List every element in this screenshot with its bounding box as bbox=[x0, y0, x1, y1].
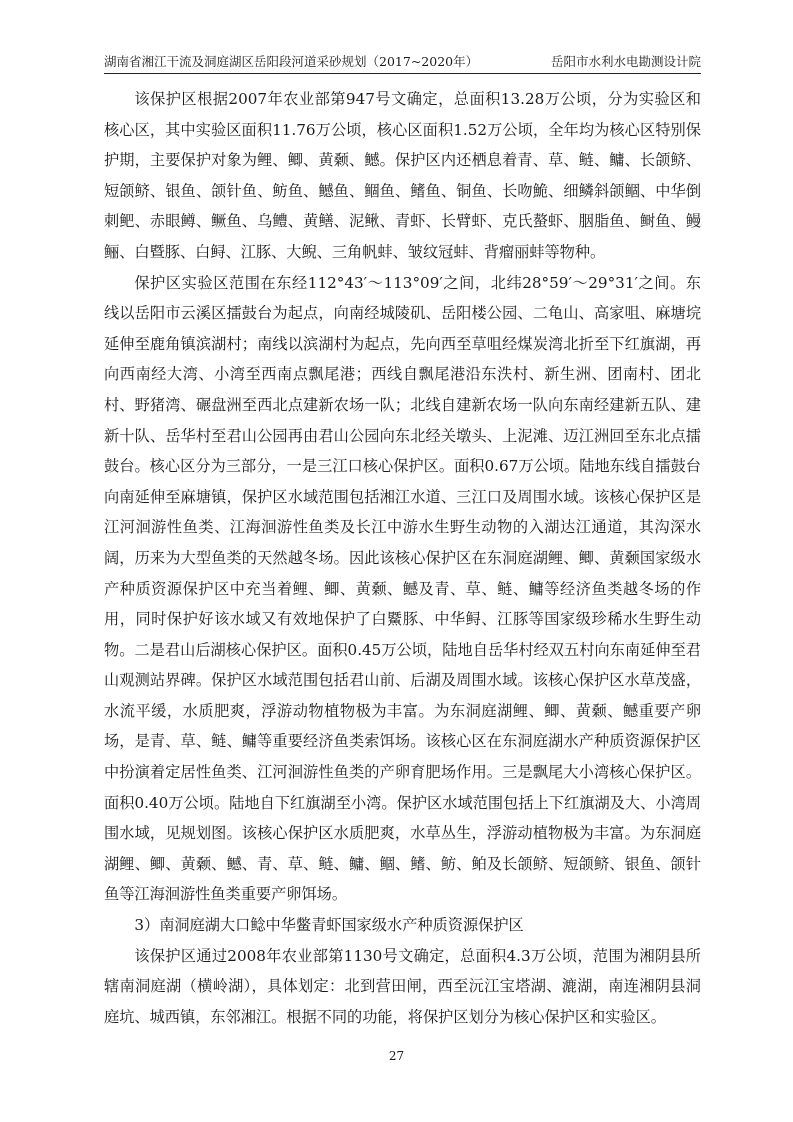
header-report-title: 湖南省湘江干流及洞庭湖区岳阳段河道采砂规划（2017~2020年） bbox=[104, 54, 479, 69]
page-number: 27 bbox=[388, 1049, 405, 1063]
paragraph-experimental-and-core-zones: 保护区实验区范围在东经112°43′～113°09′之间，北纬28°59′～29°31′之间。东线以岳阳市云溪区擂鼓台为起点，向南经城陵矶、岳阳楼公园、二龟山、高家咀、麻塘垸延伸至鹿角镇滨湖村；南线以滨湖村为起点，先向西至草咀经煤炭湾北折至下红旗湖，再向西南经大湾、小湾至西南点飘尾港；西线自飘尾港沿东泆村、新生洲、团南村、团北村、野猪湾、碾盘洲至西北点建新农场一队；北线自建新农场一队向东南经建新五队、建新十队、岳华村至君山公园再由君山公园向东北经关墩头、上泥滩、迈江洲回至东北点擂鼓台。核心区分为三部分，一是三江口核心保护区。面积0.67万公顷。陆地东线自擂鼓台向南延伸至麻塘镇，保护区水域范围包括湘江水道、三江口及周围水域。该核心保护区是江河洄游性鱼类、江海洄游性鱼类及长江中游水生野生动物的入湖达江通道，其沟深水阔，历来为大型鱼类的天然越冬场。因此该核心保护区在东洞庭湖鲤、鲫、黄颡国家级水产种质资源保护区中充当着鲤、鲫、黄颡、鳡及青、草、鲢、鳙等经济鱼类越冬场的作用，同时保护好该水域又有效地保护了白鱀豚、中华鲟、江豚等国家级珍稀水生野生动物。二是君山后湖核心保护区。面积0.45万公顷，陆地自岳华村经双五村向东南延伸至君山观测站界碑。保护区水域范围包括君山前、后湖及周围水域。该核心保护区水草茂盛，水流平缓，水质肥爽，浮游动物植物极为丰富。为东洞庭湖鲤、鲫、黄颡、鳡重要产卵场，是青、草、鲢、鳙等重要经济鱼类索饵场。该核心区在东洞庭湖水产种质资源保护区中扮演着定居性鱼类、江河洄游性鱼类的产卵育肥场作用。三是飘尾大小湾核心保护区。面积0.40万公顷。陆地自下红旗湖至小湾。保护区水域范围包括上下红旗湖及大、小湾周围水域，见规划图。该核心保护区水质肥爽，水草丛生，浮游动植物极为丰富。为东洞庭湖鲤、鲫、黄颡、鳡、青、草、鲢、鳙、鲴、鳍、鲂、鲌及长颌鲚、短颌鲚、银鱼、颌针鱼等江海洄游性鱼类重要产卵饵场。 bbox=[104, 273, 701, 904]
paragraph-protected-area-overview: 该保护区根据2007年农业部第947号文确定，总面积13.28万公顷，分为实验区和核心区，其中实验区面积11.76万公顷，核心区面积1.52万公顷，全年均为核心区特别保护期，主要保护对象为鲤、鲫、黄颡、鳡。保护区内还栖息着青、草、鲢、鳙、长颌鲚、短颌鲚、银鱼、颌针鱼、鲂鱼、鳡鱼、鲴鱼、鳍鱼、铜鱼、长吻鮠、细鳞斜颌鲴、中华倒刺鲃、赤眼鳟、鳜鱼、乌鳢、黄鳝、泥鳅、青虾、长臂虾、克氏螯虾、胭脂鱼、鲥鱼、鳗鲡、白暨豚、白鲟、江豚、大鲵、三角帆蚌、皱纹冠蚌、背瘤丽蚌等物种。 bbox=[104, 90, 701, 261]
paragraph-south-dongting-reserve: 该保护区通过2008年农业部第1130号文确定，总面积4.3万公顷，范围为湘阴县所辖南洞庭湖（横岭湖），具体划定：北到营田闸，西至沅江宝塔湖、漉湖，南连湘阴县洞庭坑、城西镇，东邻湘江。根据不同的功能，将保护区划分为核心保护区和实验区。 bbox=[104, 946, 701, 1026]
document-body bbox=[104, 84, 701, 1032]
header-institute: 岳阳市水利水电勘测设计院 bbox=[550, 54, 701, 69]
header-rule bbox=[104, 73, 701, 74]
section-heading-south-dongting: 3）南洞庭湖大口鲶中华鳖青虾国家级水产种质资源保护区 bbox=[134, 916, 524, 935]
running-header bbox=[104, 52, 701, 72]
